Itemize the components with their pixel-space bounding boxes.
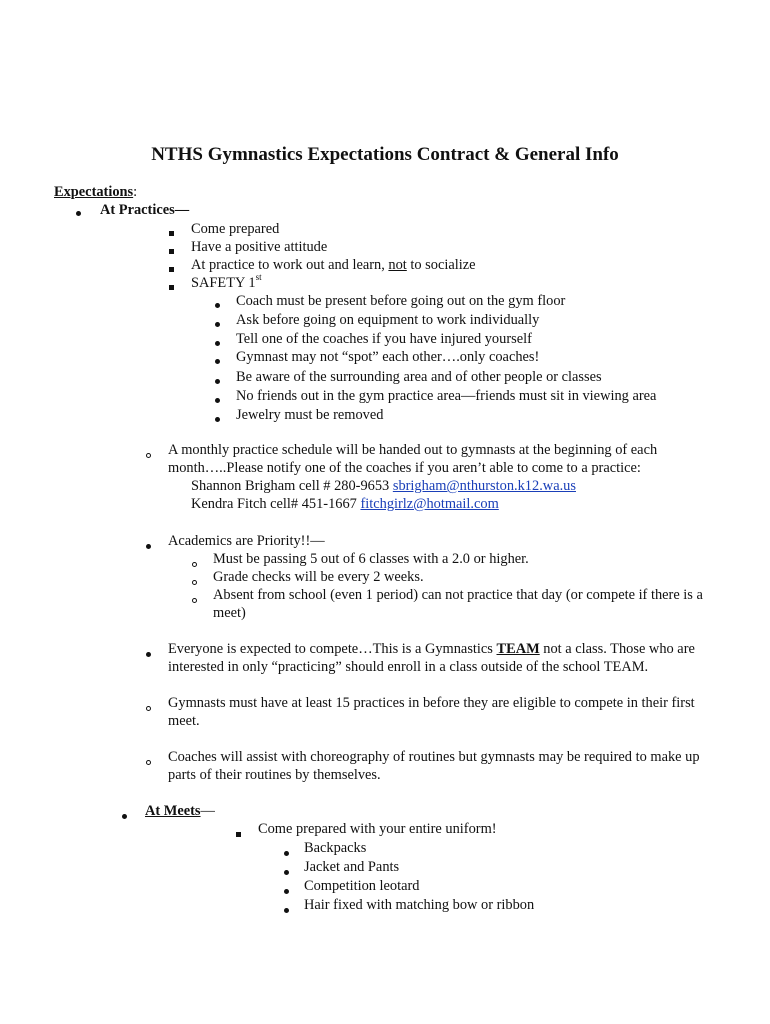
safety-item: Gymnast may not “spot” each other….only coaches! <box>236 349 540 365</box>
square-bullet-icon <box>169 241 174 259</box>
practice-item: Have a positive attitude <box>191 239 328 255</box>
bullet-icon <box>215 333 220 351</box>
schedule-line: month…..Please notify one of the coaches if you aren’t able to come to a practice: <box>168 460 641 476</box>
practice-item-text: to socialize <box>406 257 476 273</box>
circle-bullet-icon <box>192 554 197 572</box>
safety-item: Coach must be present before going out on the gym floor <box>236 293 566 309</box>
safety-item: No friends out in the gym practice area—friends must sit in viewing area <box>236 388 657 404</box>
coach-name-phone: Kendra Fitch cell# 451-1667 <box>191 496 361 512</box>
practice-item <box>191 256 476 274</box>
safety-item: Be aware of the surrounding area and of other people or classes <box>236 369 602 385</box>
bullet-icon <box>284 900 289 918</box>
bullet-icon <box>284 862 289 880</box>
compete-line: interested in only “practicing” should enroll in a class outside of the school TEAM. <box>168 659 649 675</box>
bullet-icon <box>215 390 220 408</box>
meets-dash: — <box>200 803 215 819</box>
safety-label: SAFETY 1 <box>191 275 256 291</box>
square-bullet-icon <box>169 277 174 295</box>
uniform-item: Hair fixed with matching bow or ribbon <box>304 897 535 913</box>
compete-line <box>168 640 695 658</box>
uniform-item: Jacket and Pants <box>304 859 400 875</box>
academics-item-continued: meet) <box>213 605 246 621</box>
square-bullet-icon <box>169 223 174 241</box>
bullet-icon <box>215 371 220 389</box>
practices-heading <box>100 201 189 219</box>
circle-bullet-icon <box>146 445 151 463</box>
uniform-item: Backpacks <box>304 840 367 856</box>
circle-bullet-icon <box>146 698 151 716</box>
meets-heading-label: At Meets <box>145 803 201 819</box>
circle-bullet-icon <box>192 572 197 590</box>
practices-min-line: meet. <box>168 713 200 729</box>
square-bullet-icon <box>236 824 241 842</box>
academics-heading: Academics are Priority!!— <box>168 533 325 549</box>
bullet-icon <box>146 644 151 662</box>
academics-item: Must be passing 5 out of 6 classes with a 2.0 or higher. <box>213 551 529 567</box>
square-bullet-icon <box>169 259 174 277</box>
coach-email-link[interactable]: fitchgirlz@hotmail.com <box>360 496 499 512</box>
bullet-icon <box>215 295 220 313</box>
schedule-line: A monthly practice schedule will be handed out to gymnasts at the beginning of each <box>168 442 658 458</box>
uniform-item: Competition leotard <box>304 878 420 894</box>
practice-item-emphasis: not <box>388 257 407 273</box>
safety-item: Ask before going on equipment to work individually <box>236 312 540 328</box>
choreo-line: parts of their routines by themselves. <box>168 767 381 783</box>
meets-item: Come prepared with your entire uniform! <box>258 821 497 837</box>
bullet-icon <box>215 314 220 332</box>
practice-item-text: At practice to work out and learn, <box>191 257 389 273</box>
practices-dash: — <box>174 202 190 218</box>
practices-heading-label: At Practices <box>100 202 175 218</box>
bullet-icon <box>76 203 81 221</box>
practice-item: Come prepared <box>191 221 280 237</box>
bullet-icon <box>122 806 127 824</box>
safety-item: Tell one of the coaches if you have injured yourself <box>236 331 532 347</box>
bullet-icon <box>284 881 289 899</box>
academics-item: Grade checks will be every 2 weeks. <box>213 569 424 585</box>
bullet-icon <box>215 351 220 369</box>
expectations-heading <box>54 183 137 201</box>
coach-name-phone: Shannon Brigham cell # 280-9653 <box>191 478 393 494</box>
safety-heading <box>191 274 262 292</box>
page-title: NTHS Gymnastics Expectations Contract & General Info <box>151 144 619 165</box>
coach-contact <box>191 477 576 495</box>
choreo-line: Coaches will assist with choreography of routines but gymnasts may be required to make up <box>168 749 700 765</box>
safety-item: Jewelry must be removed <box>236 407 384 423</box>
expectations-colon: : <box>133 184 138 200</box>
team-emphasis: TEAM <box>496 641 540 657</box>
bullet-icon <box>215 409 220 427</box>
practices-min-line: Gymnasts must have at least 15 practices in before they are eligible to compete in their first <box>168 695 695 711</box>
compete-text: not a class. Those who are <box>539 641 695 657</box>
coach-contact <box>191 495 499 513</box>
coach-email-link[interactable]: sbrigham@nthurston.k12.wa.us <box>392 478 576 494</box>
compete-text: Everyone is expected to compete…This is a Gymnastics <box>168 641 497 657</box>
academics-item: Absent from school (even 1 period) can not practice that day (or compete if there is a <box>213 587 703 603</box>
meets-heading <box>145 802 215 820</box>
safety-superscript: st <box>255 272 262 283</box>
bullet-icon <box>284 843 289 861</box>
expectations-label: Expectations <box>54 184 134 200</box>
circle-bullet-icon <box>192 590 197 608</box>
bullet-icon <box>146 536 151 554</box>
circle-bullet-icon <box>146 752 151 770</box>
